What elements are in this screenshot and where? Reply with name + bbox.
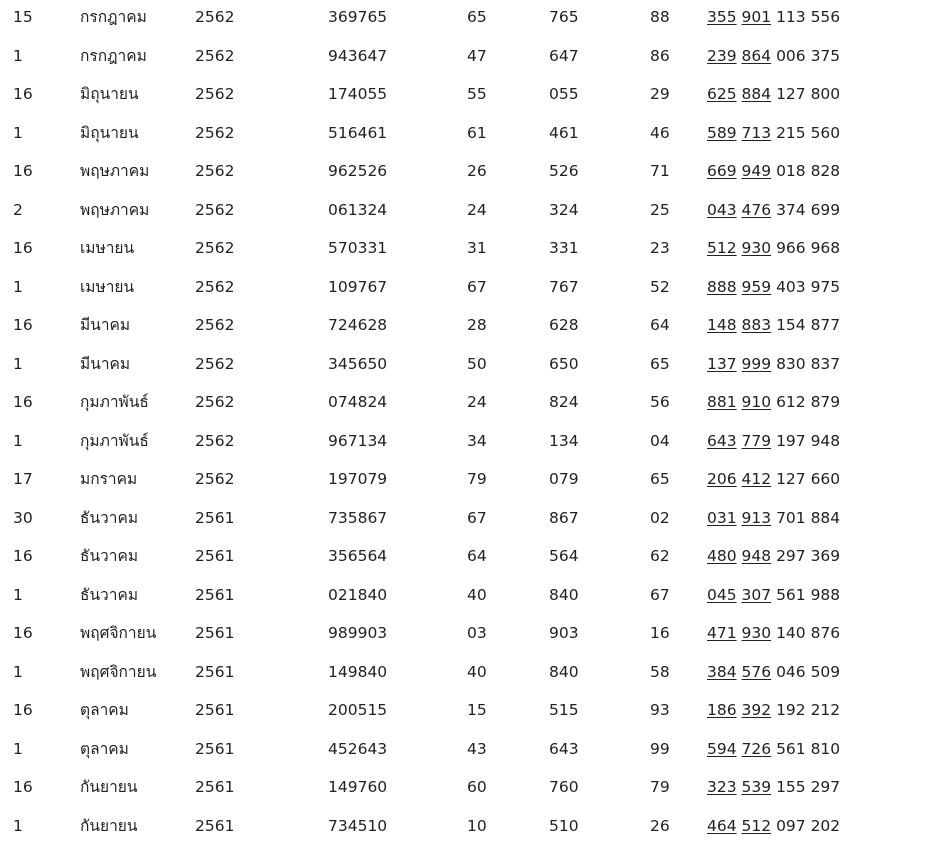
- three-digit-front-number-link[interactable]: 384: [707, 663, 737, 681]
- draw-day: 1: [13, 123, 23, 143]
- three-digit-prize-numbers: [707, 238, 840, 258]
- draw-month: พฤษภาคม: [80, 161, 149, 181]
- first-prize-number: 369765: [328, 7, 387, 27]
- three-digit-back-numbers: 097 202: [776, 817, 840, 835]
- first-prize-last-two-digits: 26: [467, 161, 487, 181]
- table-row: [0, 38, 931, 77]
- three-digit-prize-numbers: [707, 546, 840, 566]
- three-digit-back-numbers: 113 556: [776, 8, 840, 26]
- three-digit-back-numbers: 140 876: [776, 624, 840, 642]
- three-digit-front-number-link[interactable]: 512: [742, 817, 772, 835]
- first-prize-last-three-digits: 134: [549, 431, 579, 451]
- three-digit-front-number-link[interactable]: 913: [742, 509, 772, 527]
- three-digit-front-number-link[interactable]: 512: [707, 239, 737, 257]
- three-digit-front-number-link[interactable]: 910: [742, 393, 772, 411]
- three-digit-front-number-link[interactable]: 901: [742, 8, 772, 26]
- three-digit-back-numbers: 192 212: [776, 701, 840, 719]
- first-prize-last-two-digits: 03: [467, 623, 487, 643]
- two-digit-prize-number: 04: [650, 431, 670, 451]
- table-row: [0, 269, 931, 308]
- first-prize-number: 149840: [328, 662, 387, 682]
- draw-month: กรกฎาคม: [80, 46, 147, 66]
- table-row: [0, 115, 931, 154]
- two-digit-prize-number: 86: [650, 46, 670, 66]
- table-row: [0, 692, 931, 731]
- first-prize-number: 200515: [328, 700, 387, 720]
- first-prize-last-three-digits: 510: [549, 816, 579, 836]
- three-digit-back-numbers: 018 828: [776, 162, 840, 180]
- first-prize-last-two-digits: 67: [467, 277, 487, 297]
- draw-month: กันยายน: [80, 816, 137, 836]
- three-digit-front-number-link[interactable]: 476: [742, 201, 772, 219]
- three-digit-front-number-link[interactable]: 779: [742, 432, 772, 450]
- draw-month: พฤศจิกายน: [80, 662, 156, 682]
- first-prize-last-two-digits: 67: [467, 508, 487, 528]
- table-row: [0, 461, 931, 500]
- three-digit-back-numbers: 046 509: [776, 663, 840, 681]
- first-prize-last-three-digits: 647: [549, 46, 579, 66]
- three-digit-prize-numbers: [707, 7, 840, 27]
- two-digit-prize-number: 93: [650, 700, 670, 720]
- first-prize-last-two-digits: 61: [467, 123, 487, 143]
- first-prize-last-three-digits: 765: [549, 7, 579, 27]
- first-prize-last-three-digits: 840: [549, 662, 579, 682]
- table-row: [0, 500, 931, 539]
- two-digit-prize-number: 65: [650, 469, 670, 489]
- first-prize-last-two-digits: 55: [467, 84, 487, 104]
- draw-day: 16: [13, 238, 33, 258]
- table-row: [0, 538, 931, 577]
- draw-year: 2562: [195, 161, 234, 181]
- two-digit-prize-number: 99: [650, 739, 670, 759]
- first-prize-last-two-digits: 65: [467, 7, 487, 27]
- draw-month: กุมภาพันธ์: [80, 431, 149, 451]
- three-digit-back-numbers: 297 369: [776, 547, 840, 565]
- first-prize-last-two-digits: 60: [467, 777, 487, 797]
- three-digit-prize-numbers: [707, 739, 840, 759]
- three-digit-prize-numbers: [707, 816, 840, 836]
- first-prize-last-three-digits: 331: [549, 238, 579, 258]
- first-prize-last-three-digits: 526: [549, 161, 579, 181]
- three-digit-front-number-link[interactable]: 392: [742, 701, 772, 719]
- table-row: [0, 577, 931, 616]
- first-prize-last-two-digits: 79: [467, 469, 487, 489]
- three-digit-front-number-link[interactable]: 045: [707, 586, 737, 604]
- draw-day: 1: [13, 816, 23, 836]
- draw-day: 16: [13, 161, 33, 181]
- first-prize-last-three-digits: 650: [549, 354, 579, 374]
- three-digit-prize-numbers: [707, 508, 840, 528]
- first-prize-last-two-digits: 43: [467, 739, 487, 759]
- table-row: [0, 654, 931, 693]
- three-digit-back-numbers: 701 884: [776, 509, 840, 527]
- first-prize-number: 734510: [328, 816, 387, 836]
- draw-year: 2561: [195, 739, 234, 759]
- first-prize-last-two-digits: 34: [467, 431, 487, 451]
- draw-day: 1: [13, 46, 23, 66]
- first-prize-last-three-digits: 461: [549, 123, 579, 143]
- three-digit-prize-numbers: [707, 431, 840, 451]
- three-digit-back-numbers: 403 975: [776, 278, 840, 296]
- draw-year: 2561: [195, 700, 234, 720]
- first-prize-number: 356564: [328, 546, 387, 566]
- first-prize-number: 943647: [328, 46, 387, 66]
- three-digit-front-number-link[interactable]: 355: [707, 8, 737, 26]
- draw-month: กันยายน: [80, 777, 137, 797]
- first-prize-last-two-digits: 40: [467, 662, 487, 682]
- three-digit-back-numbers: 155 297: [776, 778, 840, 796]
- draw-year: 2562: [195, 431, 234, 451]
- draw-month: มกราคม: [80, 469, 137, 489]
- three-digit-front-number-link[interactable]: 307: [742, 586, 772, 604]
- three-digit-prize-numbers: [707, 469, 840, 489]
- draw-year: 2562: [195, 123, 234, 143]
- three-digit-front-number-link[interactable]: 959: [742, 278, 772, 296]
- draw-day: 17: [13, 469, 33, 489]
- draw-year: 2561: [195, 508, 234, 528]
- two-digit-prize-number: 58: [650, 662, 670, 682]
- two-digit-prize-number: 46: [650, 123, 670, 143]
- two-digit-prize-number: 16: [650, 623, 670, 643]
- three-digit-front-number-link[interactable]: 148: [707, 316, 737, 334]
- three-digit-front-number-link[interactable]: 471: [707, 624, 737, 642]
- first-prize-last-three-digits: 055: [549, 84, 579, 104]
- three-digit-front-number-link[interactable]: 239: [707, 47, 737, 65]
- two-digit-prize-number: 71: [650, 161, 670, 181]
- two-digit-prize-number: 26: [650, 816, 670, 836]
- draw-year: 2562: [195, 238, 234, 258]
- draw-day: 1: [13, 431, 23, 451]
- first-prize-last-three-digits: 643: [549, 739, 579, 759]
- draw-month: ตุลาคม: [80, 739, 129, 759]
- draw-month: ธันวาคม: [80, 508, 138, 528]
- three-digit-back-numbers: 127 800: [776, 85, 840, 103]
- draw-month: ตุลาคม: [80, 700, 129, 720]
- table-row: [0, 153, 931, 192]
- table-row: [0, 384, 931, 423]
- three-digit-back-numbers: 197 948: [776, 432, 840, 450]
- two-digit-prize-number: 88: [650, 7, 670, 27]
- draw-month: มิถุนายน: [80, 84, 139, 104]
- draw-year: 2561: [195, 546, 234, 566]
- draw-day: 16: [13, 623, 33, 643]
- three-digit-front-number-link[interactable]: 930: [742, 239, 772, 257]
- three-digit-prize-numbers: [707, 123, 840, 143]
- three-digit-prize-numbers: [707, 662, 840, 682]
- draw-day: 1: [13, 354, 23, 374]
- three-digit-front-number-link[interactable]: 576: [742, 663, 772, 681]
- first-prize-number: 989903: [328, 623, 387, 643]
- draw-day: 1: [13, 277, 23, 297]
- draw-year: 2562: [195, 392, 234, 412]
- two-digit-prize-number: 64: [650, 315, 670, 335]
- first-prize-number: 074824: [328, 392, 387, 412]
- three-digit-prize-numbers: [707, 161, 840, 181]
- two-digit-prize-number: 23: [650, 238, 670, 258]
- draw-month: พฤษภาคม: [80, 200, 149, 220]
- draw-day: 16: [13, 392, 33, 412]
- draw-month: กุมภาพันธ์: [80, 392, 149, 412]
- first-prize-last-three-digits: 867: [549, 508, 579, 528]
- first-prize-number: 724628: [328, 315, 387, 335]
- draw-day: 15: [13, 7, 33, 27]
- first-prize-last-two-digits: 10: [467, 816, 487, 836]
- two-digit-prize-number: 79: [650, 777, 670, 797]
- draw-year: 2561: [195, 623, 234, 643]
- first-prize-last-three-digits: 628: [549, 315, 579, 335]
- table-row: [0, 230, 931, 269]
- three-digit-front-number-link[interactable]: 881: [707, 393, 737, 411]
- three-digit-back-numbers: 561 810: [776, 740, 840, 758]
- first-prize-number: 516461: [328, 123, 387, 143]
- three-digit-prize-numbers: [707, 200, 840, 220]
- draw-day: 1: [13, 585, 23, 605]
- three-digit-front-number-link[interactable]: 726: [742, 740, 772, 758]
- three-digit-prize-numbers: [707, 84, 840, 104]
- three-digit-prize-numbers: [707, 46, 840, 66]
- draw-day: 30: [13, 508, 33, 528]
- draw-month: พฤศจิกายน: [80, 623, 156, 643]
- three-digit-front-number-link[interactable]: 884: [742, 85, 772, 103]
- draw-year: 2562: [195, 7, 234, 27]
- three-digit-front-number-link[interactable]: 539: [742, 778, 772, 796]
- first-prize-last-two-digits: 24: [467, 392, 487, 412]
- two-digit-prize-number: 65: [650, 354, 670, 374]
- first-prize-last-two-digits: 64: [467, 546, 487, 566]
- draw-month: ธันวาคม: [80, 585, 138, 605]
- first-prize-last-two-digits: 15: [467, 700, 487, 720]
- first-prize-number: 570331: [328, 238, 387, 258]
- three-digit-back-numbers: 374 699: [776, 201, 840, 219]
- draw-day: 16: [13, 84, 33, 104]
- two-digit-prize-number: 02: [650, 508, 670, 528]
- three-digit-front-number-link[interactable]: 643: [707, 432, 737, 450]
- three-digit-front-number-link[interactable]: 412: [742, 470, 772, 488]
- table-row: [0, 192, 931, 231]
- first-prize-last-two-digits: 50: [467, 354, 487, 374]
- first-prize-last-three-digits: 760: [549, 777, 579, 797]
- draw-day: 16: [13, 700, 33, 720]
- first-prize-number: 197079: [328, 469, 387, 489]
- three-digit-front-number-link[interactable]: 137: [707, 355, 737, 373]
- table-row: [0, 307, 931, 346]
- draw-year: 2562: [195, 200, 234, 220]
- first-prize-last-three-digits: 767: [549, 277, 579, 297]
- first-prize-number: 021840: [328, 585, 387, 605]
- two-digit-prize-number: 56: [650, 392, 670, 412]
- draw-month: เมษายน: [80, 277, 134, 297]
- three-digit-prize-numbers: [707, 277, 840, 297]
- three-digit-back-numbers: 154 877: [776, 316, 840, 334]
- table-row: [0, 346, 931, 385]
- draw-day: 2: [13, 200, 23, 220]
- first-prize-last-three-digits: 903: [549, 623, 579, 643]
- draw-year: 2562: [195, 46, 234, 66]
- first-prize-last-two-digits: 24: [467, 200, 487, 220]
- draw-year: 2561: [195, 816, 234, 836]
- three-digit-front-number-link[interactable]: 589: [707, 124, 737, 142]
- first-prize-number: 061324: [328, 200, 387, 220]
- table-row: [0, 423, 931, 462]
- first-prize-last-two-digits: 40: [467, 585, 487, 605]
- first-prize-last-three-digits: 079: [549, 469, 579, 489]
- three-digit-front-number-link[interactable]: 888: [707, 278, 737, 296]
- three-digit-front-number-link[interactable]: 713: [742, 124, 772, 142]
- three-digit-back-numbers: 966 968: [776, 239, 840, 257]
- draw-month: เมษายน: [80, 238, 134, 258]
- three-digit-front-number-link[interactable]: 323: [707, 778, 737, 796]
- draw-month: มีนาคม: [80, 315, 130, 335]
- three-digit-back-numbers: 006 375: [776, 47, 840, 65]
- draw-year: 2561: [195, 585, 234, 605]
- draw-year: 2562: [195, 354, 234, 374]
- first-prize-number: 967134: [328, 431, 387, 451]
- three-digit-front-number-link[interactable]: 999: [742, 355, 772, 373]
- first-prize-number: 735867: [328, 508, 387, 528]
- draw-day: 16: [13, 546, 33, 566]
- three-digit-prize-numbers: [707, 777, 840, 797]
- three-digit-front-number-link[interactable]: 186: [707, 701, 737, 719]
- first-prize-number: 174055: [328, 84, 387, 104]
- three-digit-prize-numbers: [707, 585, 840, 605]
- draw-month: มีนาคม: [80, 354, 130, 374]
- three-digit-front-number-link[interactable]: 669: [707, 162, 737, 180]
- first-prize-number: 149760: [328, 777, 387, 797]
- first-prize-number: 962526: [328, 161, 387, 181]
- draw-day: 1: [13, 662, 23, 682]
- first-prize-number: 109767: [328, 277, 387, 297]
- three-digit-prize-numbers: [707, 315, 840, 335]
- three-digit-back-numbers: 561 988: [776, 586, 840, 604]
- first-prize-last-two-digits: 31: [467, 238, 487, 258]
- three-digit-prize-numbers: [707, 392, 840, 412]
- three-digit-front-number-link[interactable]: 206: [707, 470, 737, 488]
- first-prize-last-three-digits: 515: [549, 700, 579, 720]
- three-digit-back-numbers: 830 837: [776, 355, 840, 373]
- three-digit-front-number-link[interactable]: 883: [742, 316, 772, 334]
- draw-month: กรกฎาคม: [80, 7, 147, 27]
- first-prize-last-two-digits: 28: [467, 315, 487, 335]
- draw-day: 16: [13, 315, 33, 335]
- draw-year: 2562: [195, 315, 234, 335]
- three-digit-front-number-link[interactable]: 864: [742, 47, 772, 65]
- three-digit-back-numbers: 127 660: [776, 470, 840, 488]
- three-digit-front-number-link[interactable]: 464: [707, 817, 737, 835]
- three-digit-front-number-link[interactable]: 948: [742, 547, 772, 565]
- three-digit-front-number-link[interactable]: 625: [707, 85, 737, 103]
- draw-month: มิถุนายน: [80, 123, 139, 143]
- table-row: [0, 615, 931, 654]
- first-prize-number: 345650: [328, 354, 387, 374]
- draw-day: 1: [13, 739, 23, 759]
- two-digit-prize-number: 25: [650, 200, 670, 220]
- draw-year: 2562: [195, 469, 234, 489]
- two-digit-prize-number: 29: [650, 84, 670, 104]
- first-prize-number: 452643: [328, 739, 387, 759]
- three-digit-front-number-link[interactable]: 043: [707, 201, 737, 219]
- first-prize-last-three-digits: 840: [549, 585, 579, 605]
- table-row: [0, 731, 931, 770]
- three-digit-front-number-link[interactable]: 480: [707, 547, 737, 565]
- draw-year: 2561: [195, 777, 234, 797]
- draw-year: 2562: [195, 277, 234, 297]
- three-digit-front-number-link[interactable]: 930: [742, 624, 772, 642]
- table-row: [0, 769, 931, 808]
- draw-year: 2562: [195, 84, 234, 104]
- three-digit-back-numbers: 215 560: [776, 124, 840, 142]
- two-digit-prize-number: 62: [650, 546, 670, 566]
- first-prize-last-two-digits: 47: [467, 46, 487, 66]
- two-digit-prize-number: 67: [650, 585, 670, 605]
- draw-day: 16: [13, 777, 33, 797]
- table-row: [0, 808, 931, 846]
- three-digit-front-number-link[interactable]: 031: [707, 509, 737, 527]
- first-prize-last-three-digits: 324: [549, 200, 579, 220]
- table-row: [0, 76, 931, 115]
- table-row: [0, 0, 931, 38]
- three-digit-back-numbers: 612 879: [776, 393, 840, 411]
- three-digit-prize-numbers: [707, 623, 840, 643]
- three-digit-prize-numbers: [707, 354, 840, 374]
- two-digit-prize-number: 52: [650, 277, 670, 297]
- draw-year: 2561: [195, 662, 234, 682]
- first-prize-last-three-digits: 824: [549, 392, 579, 412]
- three-digit-front-number-link[interactable]: 594: [707, 740, 737, 758]
- three-digit-front-number-link[interactable]: 949: [742, 162, 772, 180]
- three-digit-prize-numbers: [707, 700, 840, 720]
- first-prize-last-three-digits: 564: [549, 546, 579, 566]
- draw-month: ธันวาคม: [80, 546, 138, 566]
